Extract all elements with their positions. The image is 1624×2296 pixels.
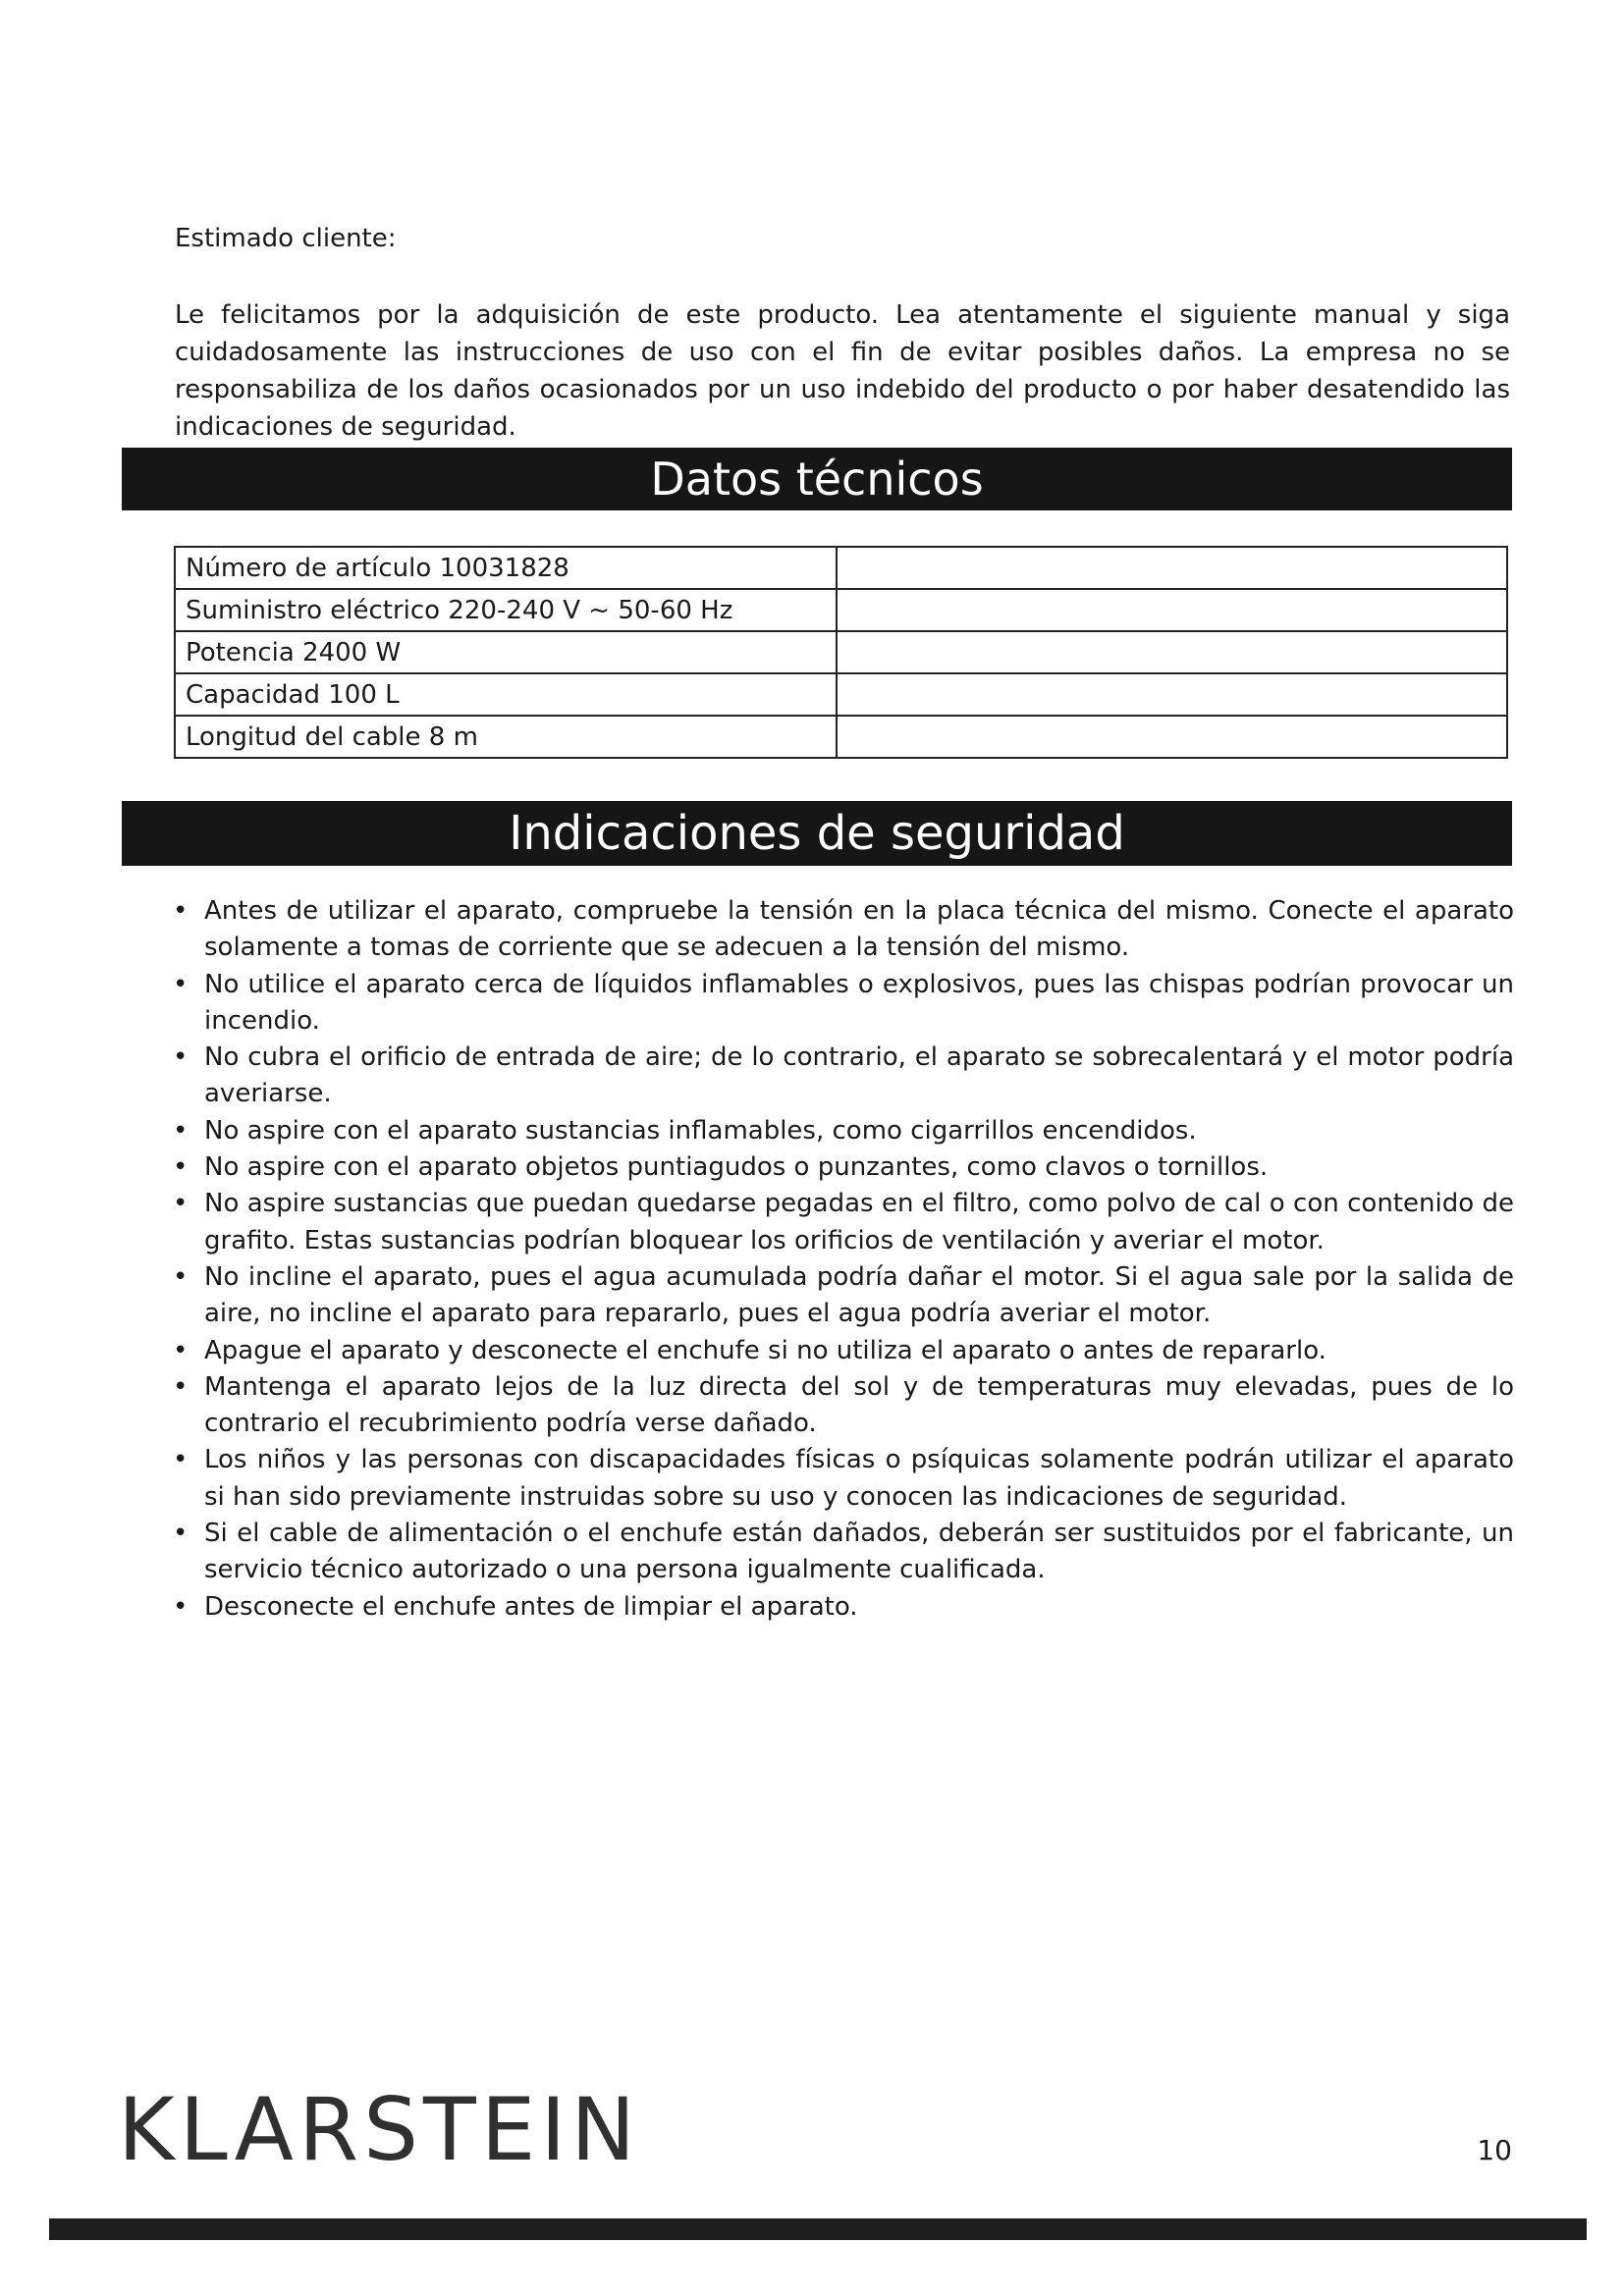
spec-empty-cell bbox=[837, 631, 1507, 673]
table-row bbox=[175, 589, 1507, 631]
safety-heading: Indicaciones de seguridad bbox=[122, 801, 1512, 866]
list-item: • No aspire con el aparato sustancias inflamables, como cigarrillos encendidos. bbox=[173, 1113, 1514, 1149]
list-item: • No utilice el aparato cerca de líquidos inflamables o explosivos, pues las chispas podrían provocar un incendio. bbox=[173, 967, 1514, 1041]
list-item: • No cubra el orificio de entrada de aire; de lo contrario, el aparato se sobrecalentará y el motor podría averiarse. bbox=[173, 1040, 1514, 1113]
list-item: • Antes de utilizar el aparato, compruebe la tensión en la placa técnica del mismo. Conecte el aparato solamente a tomas de corriente que se adecuen a la tensión del mismo. bbox=[173, 893, 1514, 967]
table-row bbox=[175, 631, 1507, 673]
spec-cell: Longitud del cable 8 m bbox=[175, 716, 837, 758]
spec-empty-cell bbox=[837, 547, 1507, 589]
list-item: • No incline el aparato, pues el agua acumulada podría dañar el motor. Si el agua sale por la salida de aire, no incline el aparato para repararlo, pues el agua podría averiar el motor. bbox=[173, 1259, 1514, 1333]
greeting: Estimado cliente: bbox=[175, 224, 397, 253]
list-item: • No aspire sustancias que puedan quedarse pegadas en el filtro, como polvo de cal o con contenido de grafito. Estas sustancias podrían bloquear los orificios de ventilación y averiar el motor. bbox=[173, 1186, 1514, 1259]
spec-table bbox=[174, 546, 1508, 759]
spec-cell: Suministro eléctrico 220-240 V ~ 50-60 Hz bbox=[175, 589, 837, 631]
intro-paragraph: Le felicitamos por la adquisición de este producto. Lea atentamente el siguiente manual y siga cuidadosamente las instrucciones de uso con el fin de evitar posibles daños. La empresa no se responsabiliza de los daños ocasionados por un uso indebido del producto o por haber desatendido las indicaciones de seguridad. bbox=[175, 300, 1510, 442]
brand-logo: KLARSTEIN bbox=[118, 2079, 641, 2180]
table-row bbox=[175, 547, 1507, 589]
spec-empty-cell bbox=[837, 673, 1507, 716]
table-row bbox=[175, 673, 1507, 716]
list-item: • Apague el aparato y desconecte el enchufe si no utiliza el aparato o antes de repararlo. bbox=[173, 1333, 1514, 1369]
spec-cell: Capacidad 100 L bbox=[175, 673, 837, 716]
technical-data-heading: Datos técnicos bbox=[122, 448, 1512, 510]
list-item: • No aspire con el aparato objetos puntiagudos o punzantes, como clavos o tornillos. bbox=[173, 1149, 1514, 1186]
page-number: 10 bbox=[1477, 2134, 1512, 2166]
footer-divider bbox=[49, 2218, 1587, 2240]
list-item: • Desconecte el enchufe antes de limpiar el aparato. bbox=[173, 1589, 1514, 1626]
list-item: • Si el cable de alimentación o el enchufe están dañados, deberán ser sustituidos por el fabricante, un servicio técnico autorizado o una persona igualmente cualificada. bbox=[173, 1516, 1514, 1589]
spec-empty-cell bbox=[837, 716, 1507, 758]
spec-cell: Número de artículo 10031828 bbox=[175, 547, 837, 589]
list-item: • Mantenga el aparato lejos de la luz directa del sol y de temperaturas muy elevadas, pues de lo contrario el recubrimiento podría verse dañado. bbox=[173, 1369, 1514, 1443]
table-row bbox=[175, 716, 1507, 758]
list-item: • Los niños y las personas con discapacidades físicas o psíquicas solamente podrán utilizar el aparato si han sido previamente instruidas sobre su uso y conocen las indicaciones de seguridad. bbox=[173, 1442, 1514, 1516]
safety-list bbox=[173, 893, 1514, 1626]
spec-cell: Potencia 2400 W bbox=[175, 631, 837, 673]
spec-empty-cell bbox=[837, 589, 1507, 631]
